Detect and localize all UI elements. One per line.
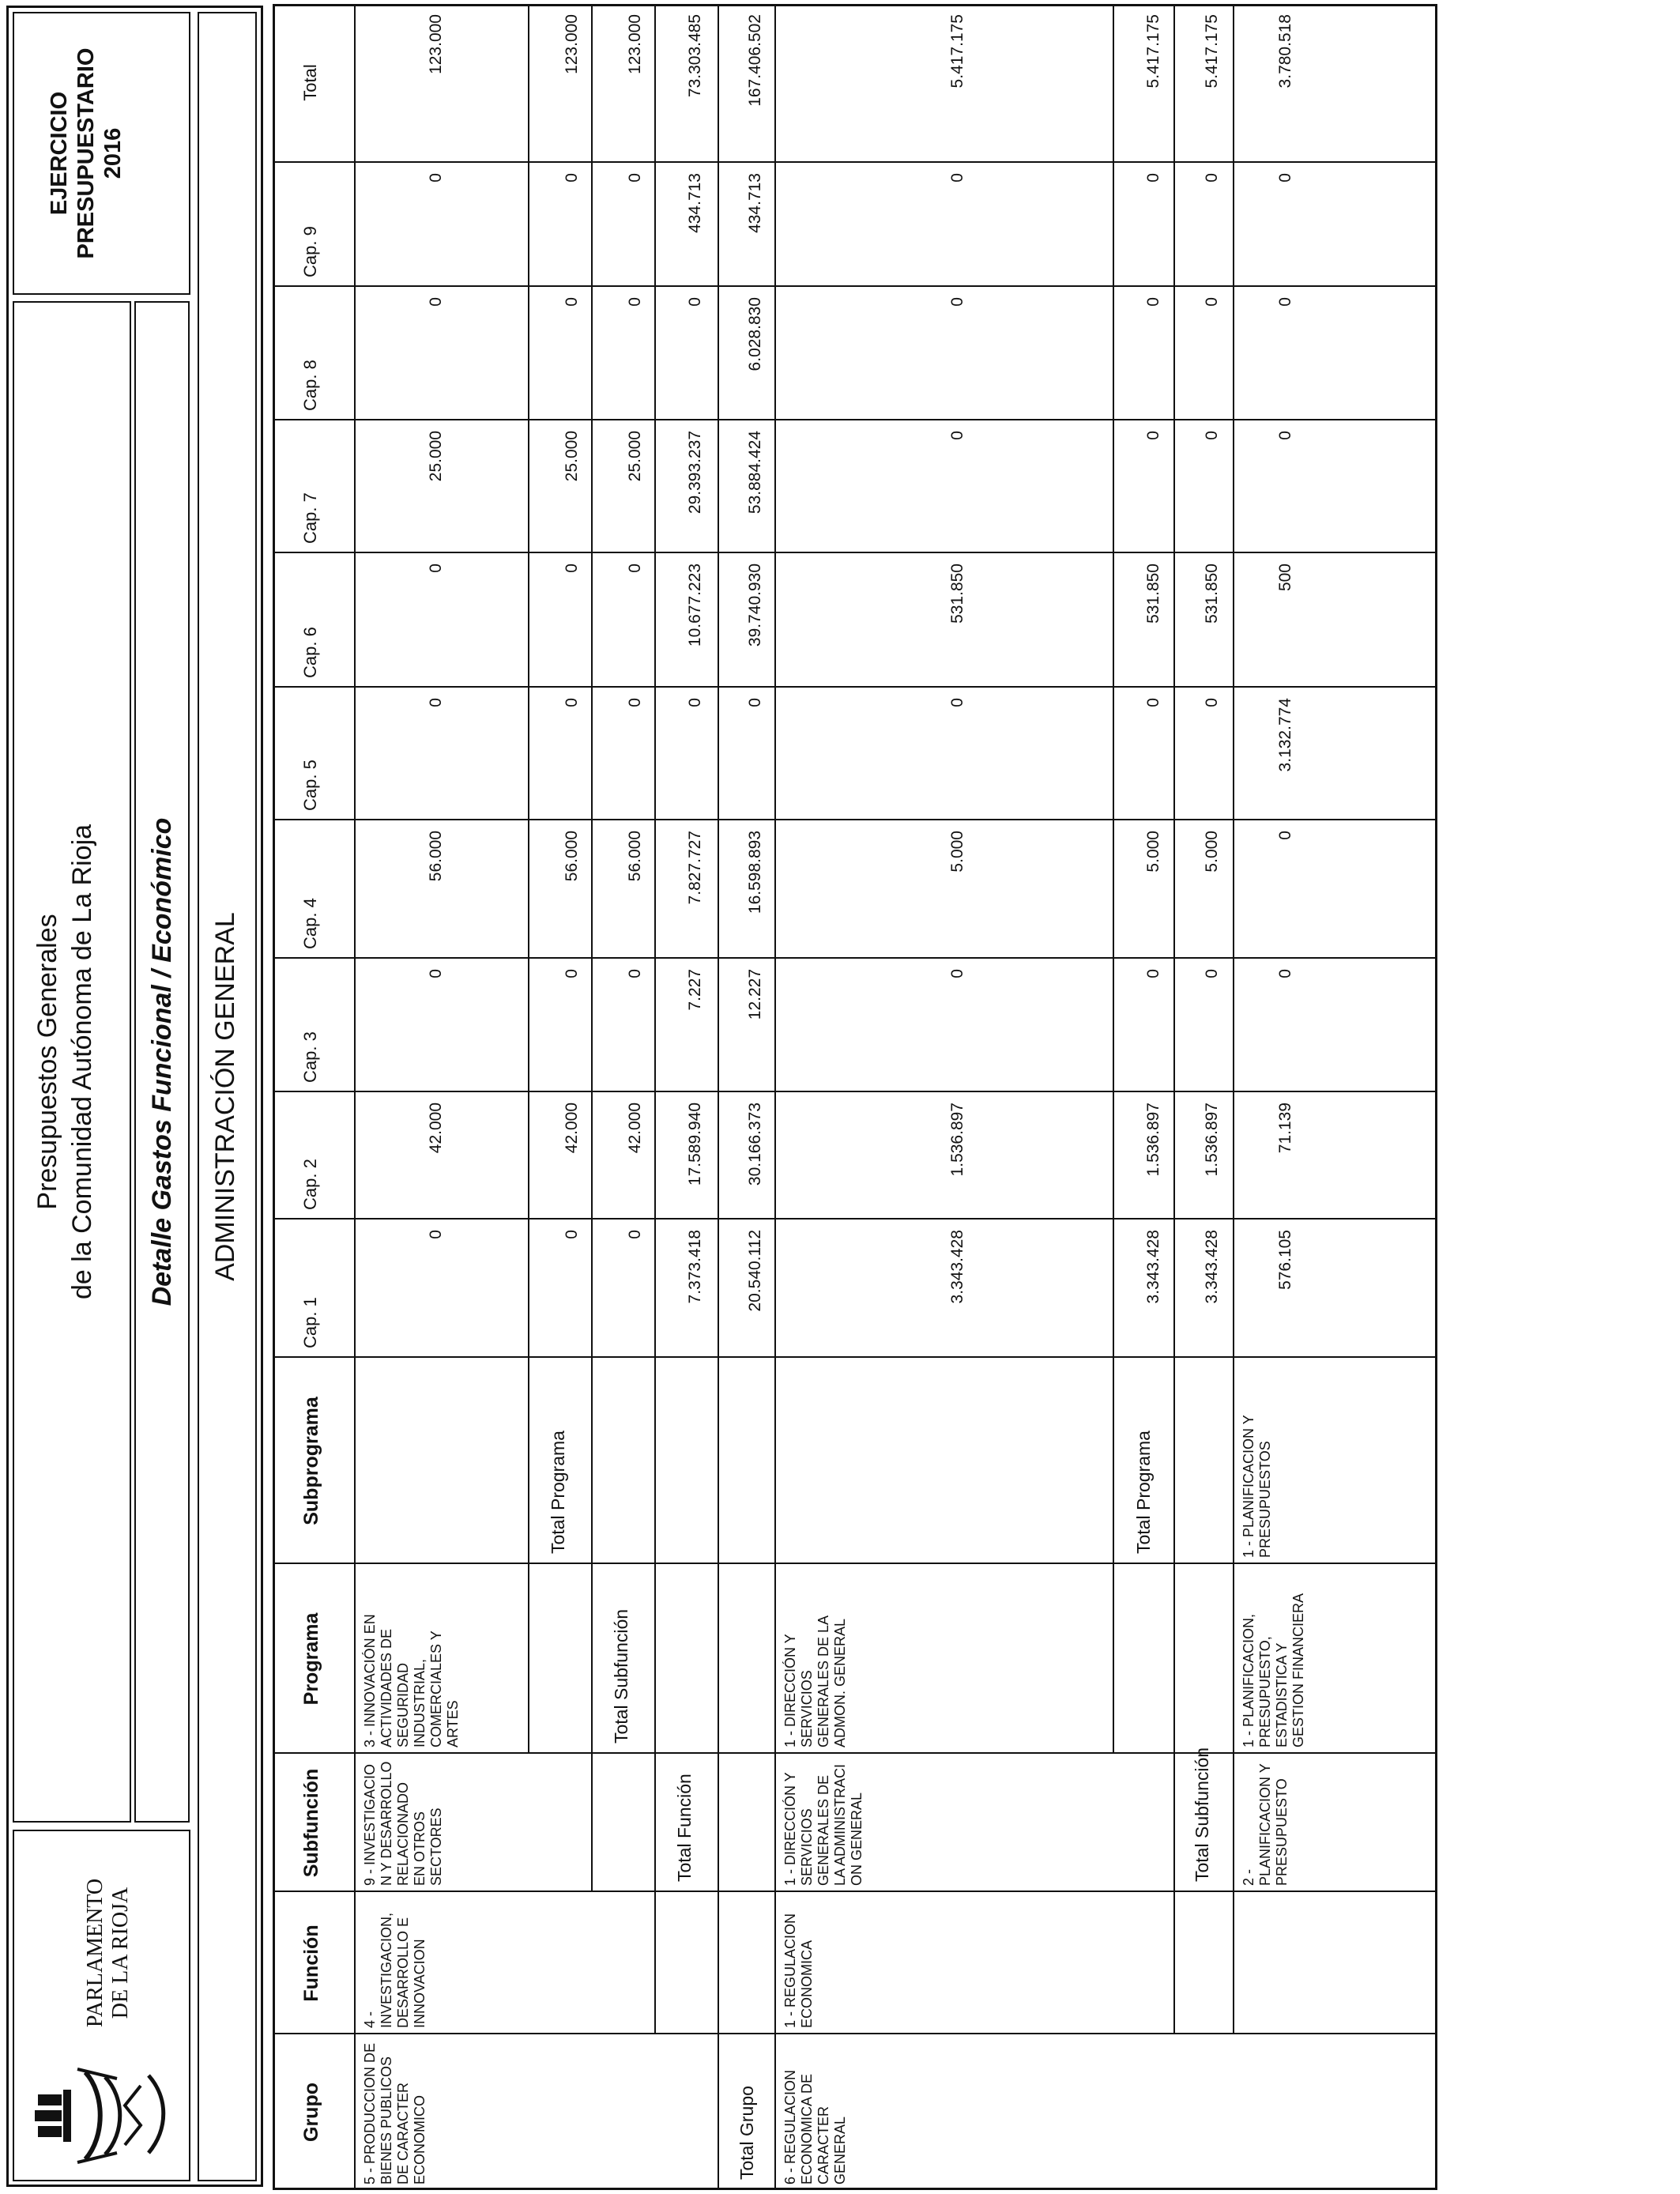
- cap6-value: 531.850: [1203, 564, 1221, 624]
- cap4-value: 7.827.727: [686, 831, 704, 905]
- cap5-value: 0: [563, 698, 581, 707]
- cap2-value: 42.000: [427, 1103, 445, 1154]
- cap9-value: 0: [1276, 173, 1294, 183]
- cap1-value: 3.343.428: [948, 1230, 966, 1304]
- cap3-value: 0: [1144, 969, 1162, 978]
- total-value: 5.417.175: [948, 14, 966, 89]
- cap1-value: 20.540.112: [746, 1230, 764, 1312]
- cap1-value: 3.343.428: [1203, 1230, 1221, 1304]
- cap9-value: 434.713: [746, 173, 764, 233]
- cap2-value: 17.589.940: [686, 1103, 704, 1186]
- logo-line2: DE LA RIOJA: [108, 1887, 133, 2019]
- cap6-value: 0: [427, 564, 445, 573]
- cap1-value: 0: [563, 1230, 581, 1239]
- cap7-value: 29.393.237: [686, 431, 704, 515]
- col-header-cap9: Cap. 9: [300, 226, 320, 277]
- cap3-value: 0: [626, 969, 644, 978]
- subfuncion-2-label: 2 - PLANIFICACION Y PRESUPUESTO: [1241, 1763, 1290, 1886]
- cap2-value: 30.166.373: [746, 1103, 764, 1186]
- page-subtitle: Detalle Gastos Funcional / Económico: [147, 817, 177, 1306]
- cap9-value: 434.713: [686, 173, 704, 233]
- col-header-programa: Programa: [300, 1612, 322, 1706]
- ejercicio-label: [46, 12, 126, 295]
- col-header-cap2: Cap. 2: [300, 1159, 320, 1210]
- col-header-total: Total: [300, 64, 320, 101]
- cap8-value: 0: [1276, 297, 1294, 307]
- cap4-value: 16.598.893: [746, 831, 764, 914]
- title-line1: Presupuestos Generales: [32, 914, 62, 1210]
- section-title: ADMINISTRACIÓN GENERAL: [210, 912, 240, 1281]
- cap3-value: 0: [948, 969, 966, 978]
- cap9-value: 0: [1203, 173, 1221, 183]
- cap6-value: 39.740.930: [746, 564, 764, 647]
- total-programa-label: Total Programa: [548, 1431, 568, 1554]
- total-grupo-label: Total Grupo: [736, 2086, 757, 2180]
- total-value: 3.780.518: [1276, 14, 1294, 89]
- cap7-value: 25.000: [563, 431, 581, 482]
- col-header-subfuncion: Subfunción: [300, 1768, 322, 1878]
- programa-1-label: 1 - DIRECCIÓN Y SERVICIOS GENERALES DE LA ADMON. GENERAL: [782, 1615, 848, 1747]
- cap4-value: 56.000: [563, 831, 581, 882]
- total-programa-label: Total Programa: [1133, 1431, 1154, 1554]
- grupo-6-label: 6 - REGULACION ECONOMICA DE CARACTER GENERAL: [782, 2069, 848, 2185]
- cap3-value: 0: [1276, 969, 1294, 978]
- cap8-value: 0: [427, 297, 445, 307]
- cap1-value: 3.343.428: [1144, 1230, 1162, 1304]
- logo-line1: PARLAMENTO: [83, 1878, 107, 2028]
- subprograma-1-label: 1 - PLANIFICACION Y PRESUPUESTOS: [1241, 1415, 1273, 1558]
- col-header-cap5: Cap. 5: [300, 760, 320, 811]
- total-value: 167.406.502: [746, 14, 764, 107]
- cap5-value: 0: [1203, 698, 1221, 707]
- ejercicio-line1: EJERCICIO: [47, 91, 72, 216]
- programa-1b-label: 1 - PLANIFICACION, PRESUPUESTO, ESTADISTICA Y GESTION FINANCIERA: [1241, 1593, 1306, 1747]
- cap1-value: 0: [626, 1230, 644, 1239]
- col-header-cap6: Cap. 6: [300, 627, 320, 678]
- total-value: 73.303.485: [686, 14, 704, 98]
- cap5-value: 0: [948, 698, 966, 707]
- cap6-value: 500: [1276, 564, 1294, 592]
- cap6-value: 0: [563, 564, 581, 573]
- cap3-value: 12.227: [746, 969, 764, 1020]
- total-value: 5.417.175: [1144, 14, 1162, 89]
- cap8-value: 6.028.830: [746, 297, 764, 371]
- cap6-value: 531.850: [948, 564, 966, 624]
- col-header-subprograma: Subprograma: [300, 1397, 322, 1525]
- parliament-emblem-icon: [30, 2050, 176, 2169]
- total-funcion-label: Total Función: [674, 1774, 695, 1882]
- cap5-value: 0: [626, 698, 644, 707]
- cap9-value: 0: [1144, 173, 1162, 183]
- cap6-value: 0: [626, 564, 644, 573]
- cap3-value: 0: [1203, 969, 1221, 978]
- cap7-value: 25.000: [626, 431, 644, 482]
- cap8-value: 0: [1144, 297, 1162, 307]
- logo-text: [83, 1846, 134, 2060]
- cap4-value: 5.000: [1203, 831, 1221, 873]
- cap7-value: 0: [1276, 431, 1294, 440]
- programa-3-label: 3 - INNOVACIÓN EN ACTIVIDADES DE SEGURIDAD INDUSTRIAL, COMERCIALES Y ARTES: [362, 1614, 461, 1747]
- col-header-cap1: Cap. 1: [300, 1297, 320, 1348]
- funcion-1-label: 1 - REGULACION ECONOMICA: [782, 1913, 815, 2028]
- cap1-value: 576.105: [1276, 1230, 1294, 1290]
- cap8-value: 0: [948, 297, 966, 307]
- col-header-funcion: Función: [300, 1924, 322, 2002]
- cap6-value: 10.677.223: [686, 564, 704, 647]
- cap3-value: 7.227: [686, 969, 704, 1011]
- total-value: 5.417.175: [1203, 14, 1221, 89]
- cap1-value: 7.373.418: [686, 1230, 704, 1304]
- cap4-value: 5.000: [948, 831, 966, 873]
- cap7-value: 53.884.424: [746, 431, 764, 515]
- cap6-value: 531.850: [1144, 564, 1162, 624]
- cap9-value: 0: [626, 173, 644, 183]
- cap2-value: 1.536.897: [1144, 1103, 1162, 1177]
- col-header-cap3: Cap. 3: [300, 1031, 320, 1083]
- grupo-5-label: 5 - PRODUCCION DE BIENES PUBLICOS DE CARACTER ECONOMICO: [362, 2042, 428, 2185]
- cap8-value: 0: [1203, 297, 1221, 307]
- cap3-value: 0: [563, 969, 581, 978]
- col-header-grupo: Grupo: [300, 2083, 322, 2142]
- cap5-value: 0: [427, 698, 445, 707]
- cap4-value: 56.000: [626, 831, 644, 882]
- cap8-value: 0: [563, 297, 581, 307]
- cap5-value: 3.132.774: [1276, 698, 1294, 772]
- cap7-value: 0: [948, 431, 966, 440]
- cap2-value: 42.000: [626, 1103, 644, 1154]
- cap3-value: 0: [427, 969, 445, 978]
- col-header-cap4: Cap. 4: [300, 898, 320, 949]
- cap7-value: 25.000: [427, 431, 445, 482]
- total-value: 123.000: [563, 14, 581, 74]
- cap8-value: 0: [626, 297, 644, 307]
- col-line-funcion: [273, 2033, 1437, 2034]
- cap5-value: 0: [1144, 698, 1162, 707]
- cap9-value: 0: [563, 173, 581, 183]
- ejercicio-line2: PRESUPUESTARIO: [73, 47, 99, 259]
- title-line2: de la Comunidad Autónoma de La Rioja: [67, 824, 97, 1300]
- cap4-value: 0: [1276, 831, 1294, 840]
- cap2-value: 1.536.897: [1203, 1103, 1221, 1177]
- cap7-value: 0: [1144, 431, 1162, 440]
- cap4-value: 56.000: [427, 831, 445, 882]
- cap9-value: 0: [948, 173, 966, 183]
- funcion-4-label: 4 - INVESTIGACION, DESARROLLO E INNOVACION: [362, 1912, 428, 2028]
- col-header-cap8: Cap. 8: [300, 360, 320, 411]
- total-subfuncion-label: Total Subfunción: [1192, 1747, 1212, 1882]
- total-subfuncion-label: Total Subfunción: [611, 1608, 631, 1744]
- page-title: [30, 301, 100, 1823]
- cap4-value: 5.000: [1144, 831, 1162, 873]
- cap5-value: 0: [746, 698, 764, 707]
- cap8-value: 0: [686, 297, 704, 307]
- total-value: 123.000: [427, 14, 445, 74]
- subfuncion-9-label: 9 - INVESTIGACIO N Y DESARROLLO RELACIONADO EN OTROS SECTORES: [362, 1761, 444, 1886]
- cap9-value: 0: [427, 173, 445, 183]
- cap2-value: 1.536.897: [948, 1103, 966, 1177]
- total-value: 123.000: [626, 14, 644, 74]
- cap2-value: 71.139: [1276, 1103, 1294, 1154]
- cap1-value: 0: [427, 1230, 445, 1239]
- cap2-value: 42.000: [563, 1103, 581, 1154]
- subfuncion-1-label: 1 - DIRECCIÓN Y SERVICIOS GENERALES DE LA ADMINISTRACI ON GENERAL: [782, 1763, 864, 1886]
- cap5-value: 0: [686, 698, 704, 707]
- cap7-value: 0: [1203, 431, 1221, 440]
- ejercicio-year: 2016: [100, 127, 126, 179]
- col-header-cap7: Cap. 7: [300, 492, 320, 544]
